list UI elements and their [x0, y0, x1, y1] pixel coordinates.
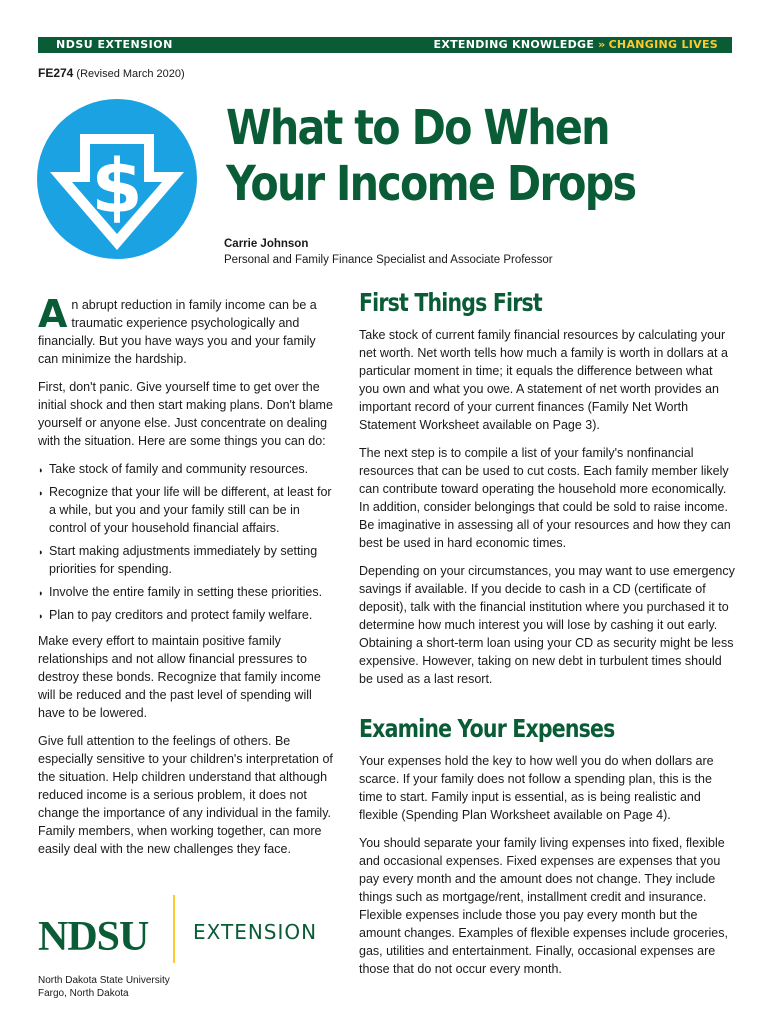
section-heading: Examine Your Expenses [359, 714, 615, 743]
ndsu-logo: NDSU [38, 914, 149, 960]
list-item-text: Recognize that your life will be different, at least for a while, but you and your family still can be in control of your household financial affairs. [49, 485, 332, 535]
paragraph: Give full attention to the feelings of others. Be especially sensitive to your children's interpretation of the situation. Help children understand that although reduced income is a serious problem, it does not change the importance of any individual in the family. Family members, when working together, can more easily deal with the new challenges they face. [38, 734, 333, 856]
document-id [38, 66, 185, 80]
intro-text: n abrupt reduction in family income can be a traumatic experience psychologically and financially. But you have ways you and your family can minimize the hardship. [38, 298, 317, 366]
bullet-icon: ◗ [38, 488, 44, 498]
drop-cap: A [38, 292, 68, 336]
list-item [38, 460, 338, 478]
paragraph: Your expenses hold the key to how well you do when dollars are scarce. If your family does not follow a spending plan, this is the time to start. Family input is essential, as is being realistic and flexible (Spending Plan Worksheet available on Page 4). [359, 754, 714, 822]
right-column [359, 288, 735, 988]
paragraph: Make every effort to maintain positive family relationships and not allow financial pressures to destroy these bonds. Recognize that family income will be reduced and the past level of spending will have to be lowered. [38, 634, 321, 720]
list-item [38, 542, 338, 578]
list-item [38, 483, 338, 537]
header-banner [38, 37, 732, 53]
footer-address [38, 974, 170, 1000]
dollar-down-arrow-icon [32, 94, 202, 264]
intro-paragraph [38, 292, 338, 368]
list-item [38, 606, 338, 624]
extension-wordmark: EXTENSION [193, 920, 318, 944]
list-item [38, 583, 338, 601]
bullet-list [38, 460, 338, 624]
author-role: Personal and Family Finance Specialist and Associate Professor [224, 254, 553, 266]
title-line-1: What to Do When [226, 100, 609, 156]
page-title [226, 100, 635, 212]
list-item-text: Involve the entire family in setting these priorities. [49, 585, 323, 599]
address-line: Fargo, North Dakota [38, 988, 129, 999]
bullet-icon: ◗ [38, 465, 44, 475]
bullet-icon: ◗ [38, 588, 44, 598]
paragraph: First, don't panic. Give yourself time to get over the initial shock and then start making plans. Don't blame yourself or anyone else. Just concentrate on dealing with the situation. Here are some things you can do: [38, 380, 333, 448]
author-name: Carrie Johnson [224, 238, 309, 250]
banner-org: NDSU EXTENSION [56, 38, 173, 51]
list-item-text: Start making adjustments immediately by setting priorities for spending. [49, 544, 318, 576]
tagline-part-2: CHANGING LIVES [608, 38, 718, 51]
paragraph: The next step is to compile a list of your family's nonfinancial resources that can be used to cut costs. Each family member likely can contribute toward operating the household more economically. In addition, consider belongings that could be sold to raise income. Be imaginative in assessing all of your resources and how they can best be used in hard economic times. [359, 446, 731, 550]
bullet-icon: ◗ [38, 547, 44, 557]
paragraph: You should separate your family living expenses into fixed, flexible and occasional expenses. Fixed expenses are expenses that you pay every month and the amount does not change. They include things such as mortgage/rent, installment credit and insurance. Flexible expenses include those you pay every month but the amount changes. Examples of flexible expenses include groceries, gas, utilities and entertainment. Finally, occasional expenses are those that do not occur every month. [359, 836, 728, 976]
doc-number: FE274 [38, 66, 74, 80]
left-column [38, 292, 338, 868]
title-line-2: Your Income Drops [226, 156, 636, 212]
doc-revised: (Revised March 2020) [76, 68, 185, 80]
address-line: North Dakota State University [38, 975, 170, 986]
section-heading: First Things First [359, 288, 542, 317]
paragraph: Depending on your circumstances, you may want to use emergency savings if available. If you decide to cash in a CD (certificate of deposit), talk with the financial institution where you purchased it to determine how much interest you will lose by cashing it out early. Obtaining a short-term loan using your CD as security might be less expensive. However, taking on new debt in turbulent times should be used as a last resort. [359, 564, 735, 686]
footer-divider [173, 895, 175, 963]
author-block [224, 236, 553, 268]
paragraph: Take stock of current family financial resources by calculating your net worth. Net worth tells how much a family is worth in dollars at a particular moment in time; it equals the difference between what you own and what you owe. A statement of net worth provides an important record of your current finances (Family Net Worth Statement Worksheet available on Page 3). [359, 328, 728, 432]
banner-tagline [434, 37, 718, 53]
list-item-text: Plan to pay creditors and protect family welfare. [49, 608, 313, 622]
dollar-sign: $ [91, 144, 143, 230]
tagline-part-1: EXTENDING KNOWLEDGE [433, 38, 595, 51]
list-item-text: Take stock of family and community resources. [49, 462, 309, 476]
chevron-icon: » [598, 38, 606, 51]
bullet-icon: ◗ [38, 611, 44, 621]
